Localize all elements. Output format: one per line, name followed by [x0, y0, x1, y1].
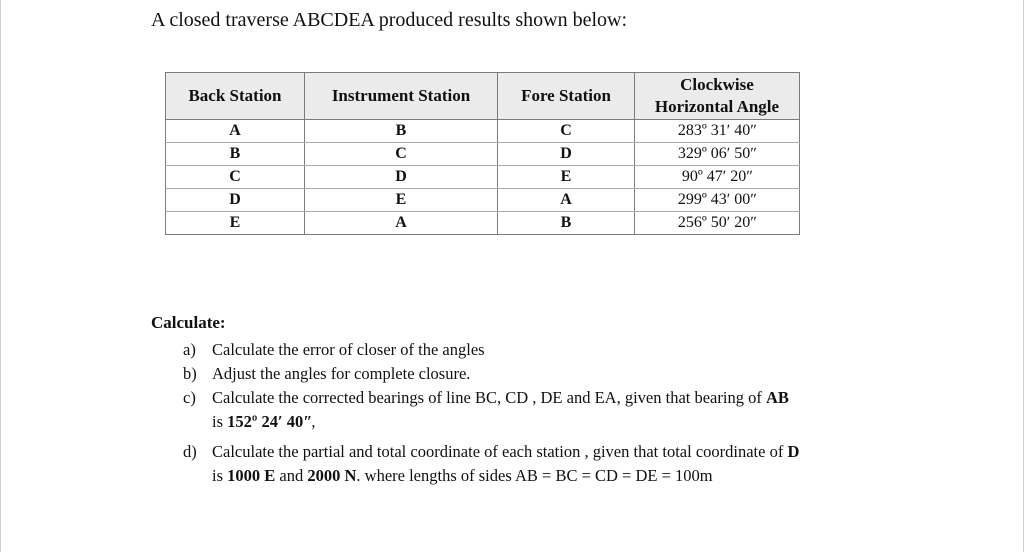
header-angle-line2: Horizontal Angle: [654, 97, 780, 116]
cell-back-station: A: [166, 120, 305, 143]
question-d: [183, 440, 883, 488]
cell-instrument-station: A: [305, 212, 498, 235]
question-label: b): [183, 364, 197, 383]
cell-angle: 329º 06ʹ 50ʺ: [635, 143, 800, 166]
header-angle-line1: Clockwise: [680, 75, 754, 94]
question-d-is: is: [212, 466, 224, 485]
question-c-text: Calculate the corrected bearings of line BC, CD , DE and EA, given that bearing of: [212, 388, 762, 407]
header-back-station: Back Station: [166, 73, 305, 120]
cell-back-station: B: [166, 143, 305, 166]
intro-text: A closed traverse ABCDEA produced results shown below:: [151, 9, 628, 31]
cell-back-station: D: [166, 189, 305, 212]
table-row: [166, 212, 800, 235]
question-d-and: and: [279, 466, 304, 485]
cell-angle: 299º 43ʹ 00ʺ: [635, 189, 800, 212]
cell-fore-station: A: [498, 189, 635, 212]
question-d-lengths: . where lengths of sides AB = BC = CD = DE = 100m: [356, 466, 713, 485]
bearing-value-ab: 152º 24ʹ 40ʺ: [227, 412, 312, 431]
calculate-heading: Calculate:: [151, 313, 226, 332]
header-instrument-station: Instrument Station: [305, 73, 498, 120]
table-row: [166, 189, 800, 212]
header-horizontal-angle: [635, 73, 800, 120]
easting-value: 1000 E: [227, 466, 276, 485]
question-text: Adjust the angles for complete closure.: [212, 364, 471, 383]
page-border-left: [0, 0, 1, 552]
question-label: c): [183, 388, 196, 407]
question-a: [183, 338, 883, 362]
cell-angle: 90º 47ʹ 20ʺ: [635, 166, 800, 189]
cell-instrument-station: C: [305, 143, 498, 166]
cell-angle: 283º 31ʹ 40ʺ: [635, 120, 800, 143]
bearing-line-ab: AB: [765, 388, 789, 407]
table-row: [166, 166, 800, 189]
question-c-is: is: [212, 412, 224, 431]
station-d: D: [787, 442, 800, 461]
question-d-text: Calculate the partial and total coordinate of each station , given that total coordinate of: [212, 442, 784, 461]
cell-back-station: C: [166, 166, 305, 189]
cell-fore-station: D: [498, 143, 635, 166]
table-row: [166, 143, 800, 166]
question-label: d): [183, 442, 197, 461]
question-list: [183, 338, 883, 488]
question-text: Calculate the error of closer of the angles: [212, 340, 485, 359]
table-header-row: [166, 73, 800, 120]
question-c: [183, 386, 883, 434]
cell-instrument-station: B: [305, 120, 498, 143]
question-b: [183, 362, 883, 386]
question-label: a): [183, 340, 196, 359]
question-c-comma: ,: [311, 412, 316, 431]
cell-instrument-station: E: [305, 189, 498, 212]
cell-back-station: E: [166, 212, 305, 235]
cell-instrument-station: D: [305, 166, 498, 189]
header-fore-station: Fore Station: [498, 73, 635, 120]
traverse-table: [165, 72, 800, 235]
cell-fore-station: E: [498, 166, 635, 189]
question-text: [212, 386, 883, 434]
table-row: [166, 120, 800, 143]
question-text: [212, 440, 883, 488]
cell-fore-station: C: [498, 120, 635, 143]
cell-angle: 256º 50ʹ 20ʺ: [635, 212, 800, 235]
cell-fore-station: B: [498, 212, 635, 235]
northing-value: 2000 N: [307, 466, 357, 485]
